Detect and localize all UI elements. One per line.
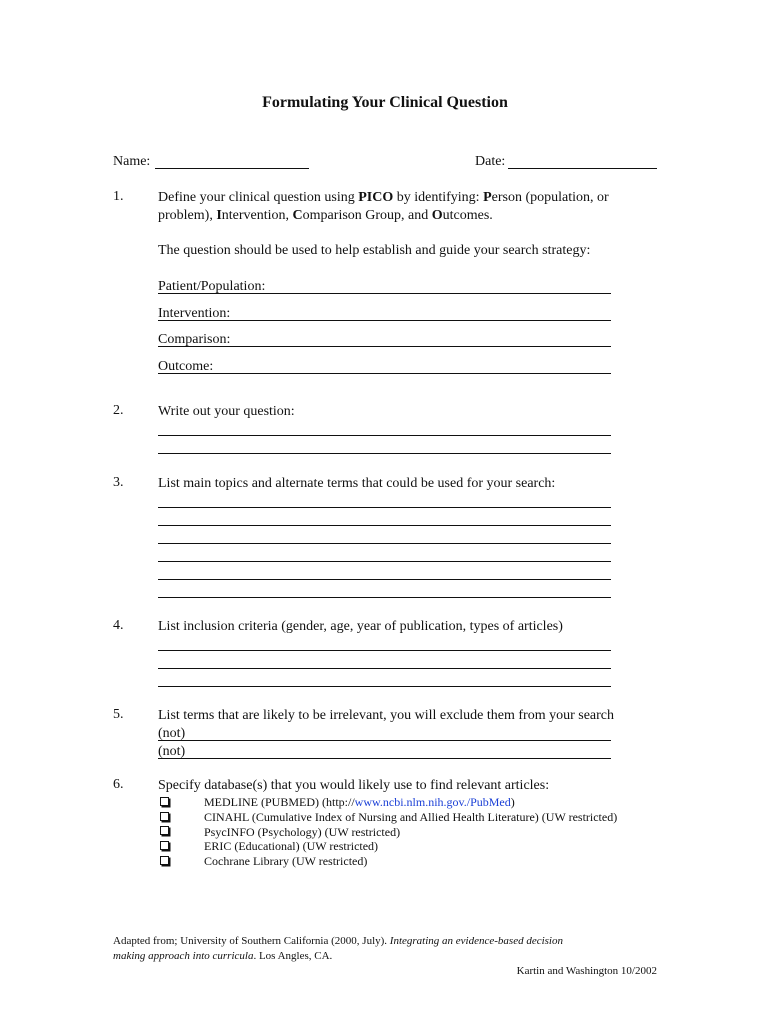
- q3-answer-line[interactable]: [158, 579, 611, 580]
- q1-line1: Define your clinical question using PICO by identifying: Person (population, or: [158, 190, 609, 205]
- citation-line1: Adapted from; University of Southern California (2000, July). Integrating an evidence-based decision: [113, 935, 563, 947]
- q4-answer-line[interactable]: [158, 668, 611, 669]
- outcome-label: Outcome:: [158, 359, 214, 374]
- date-field[interactable]: [508, 168, 657, 169]
- q5-not-label: (not): [158, 726, 186, 741]
- q1-instruction: The question should be used to help establish and guide your search strategy:: [158, 243, 591, 258]
- q1-line2: problem), Intervention, Comparison Group, and Outcomes.: [158, 208, 493, 223]
- q3-number: 3.: [113, 475, 124, 490]
- cochrane-option: Cochrane Library (UW restricted): [204, 854, 368, 868]
- q3-answer-line[interactable]: [158, 543, 611, 544]
- q1-number: 1.: [113, 189, 124, 204]
- cinahl-checkbox[interactable]: [160, 812, 169, 821]
- q4-answer-line[interactable]: [158, 650, 611, 651]
- q6-text: Specify database(s) that you would likely use to find relevant articles:: [158, 778, 550, 793]
- medline-checkbox[interactable]: [160, 797, 169, 806]
- q6-number: 6.: [113, 777, 124, 792]
- pubmed-link[interactable]: www.ncbi.nlm.nih.gov./PubMed: [354, 795, 511, 809]
- outcome-field[interactable]: [158, 373, 611, 374]
- psycinfo-checkbox[interactable]: [160, 826, 169, 835]
- q3-answer-line[interactable]: [158, 525, 611, 526]
- q3-answer-line[interactable]: [158, 507, 611, 508]
- q4-number: 4.: [113, 618, 124, 633]
- cochrane-checkbox[interactable]: [160, 856, 169, 865]
- q2-answer-line[interactable]: [158, 453, 611, 454]
- q4-text: List inclusion criteria (gender, age, year of publication, types of articles): [158, 619, 563, 634]
- date-label: Date:: [475, 154, 506, 169]
- q2-number: 2.: [113, 403, 124, 418]
- name-field[interactable]: [155, 168, 309, 169]
- intervention-label: Intervention:: [158, 306, 231, 321]
- name-label: Name:: [113, 154, 151, 169]
- q5-not-label: (not): [158, 744, 186, 759]
- comparison-label: Comparison:: [158, 332, 231, 347]
- q2-answer-line[interactable]: [158, 435, 611, 436]
- q5-text: List terms that are likely to be irrelevant, you will exclude them from your search: [158, 708, 615, 723]
- patient-population-label: Patient/Population:: [158, 279, 266, 294]
- citation-line2: making approach into curricula. Los Angles, CA.: [113, 950, 333, 962]
- eric-checkbox[interactable]: [160, 841, 169, 850]
- q5-number: 5.: [113, 707, 124, 722]
- q4-answer-line[interactable]: [158, 686, 611, 687]
- psycinfo-option: PsycINFO (Psychology) (UW restricted): [204, 825, 401, 839]
- q3-answer-line[interactable]: [158, 597, 611, 598]
- medline-option: MEDLINE (PUBMED) (http://www.ncbi.nlm.nih.gov./PubMed): [204, 795, 515, 809]
- eric-option: ERIC (Educational) (UW restricted): [204, 839, 379, 853]
- cinahl-option: CINAHL (Cumulative Index of Nursing and Allied Health Literature) (UW restricted): [204, 810, 618, 824]
- author-credit: Kartin and Washington 10/2002: [516, 965, 657, 977]
- q2-text: Write out your question:: [158, 404, 295, 419]
- q5-exclude-field[interactable]: [158, 740, 611, 741]
- page-title: Formulating Your Clinical Question: [262, 94, 508, 111]
- patient-population-field[interactable]: [158, 293, 611, 294]
- intervention-field[interactable]: [158, 320, 611, 321]
- q5-exclude-field[interactable]: [158, 758, 611, 759]
- comparison-field[interactable]: [158, 346, 611, 347]
- q3-answer-line[interactable]: [158, 561, 611, 562]
- q3-text: List main topics and alternate terms that could be used for your search:: [158, 476, 556, 491]
